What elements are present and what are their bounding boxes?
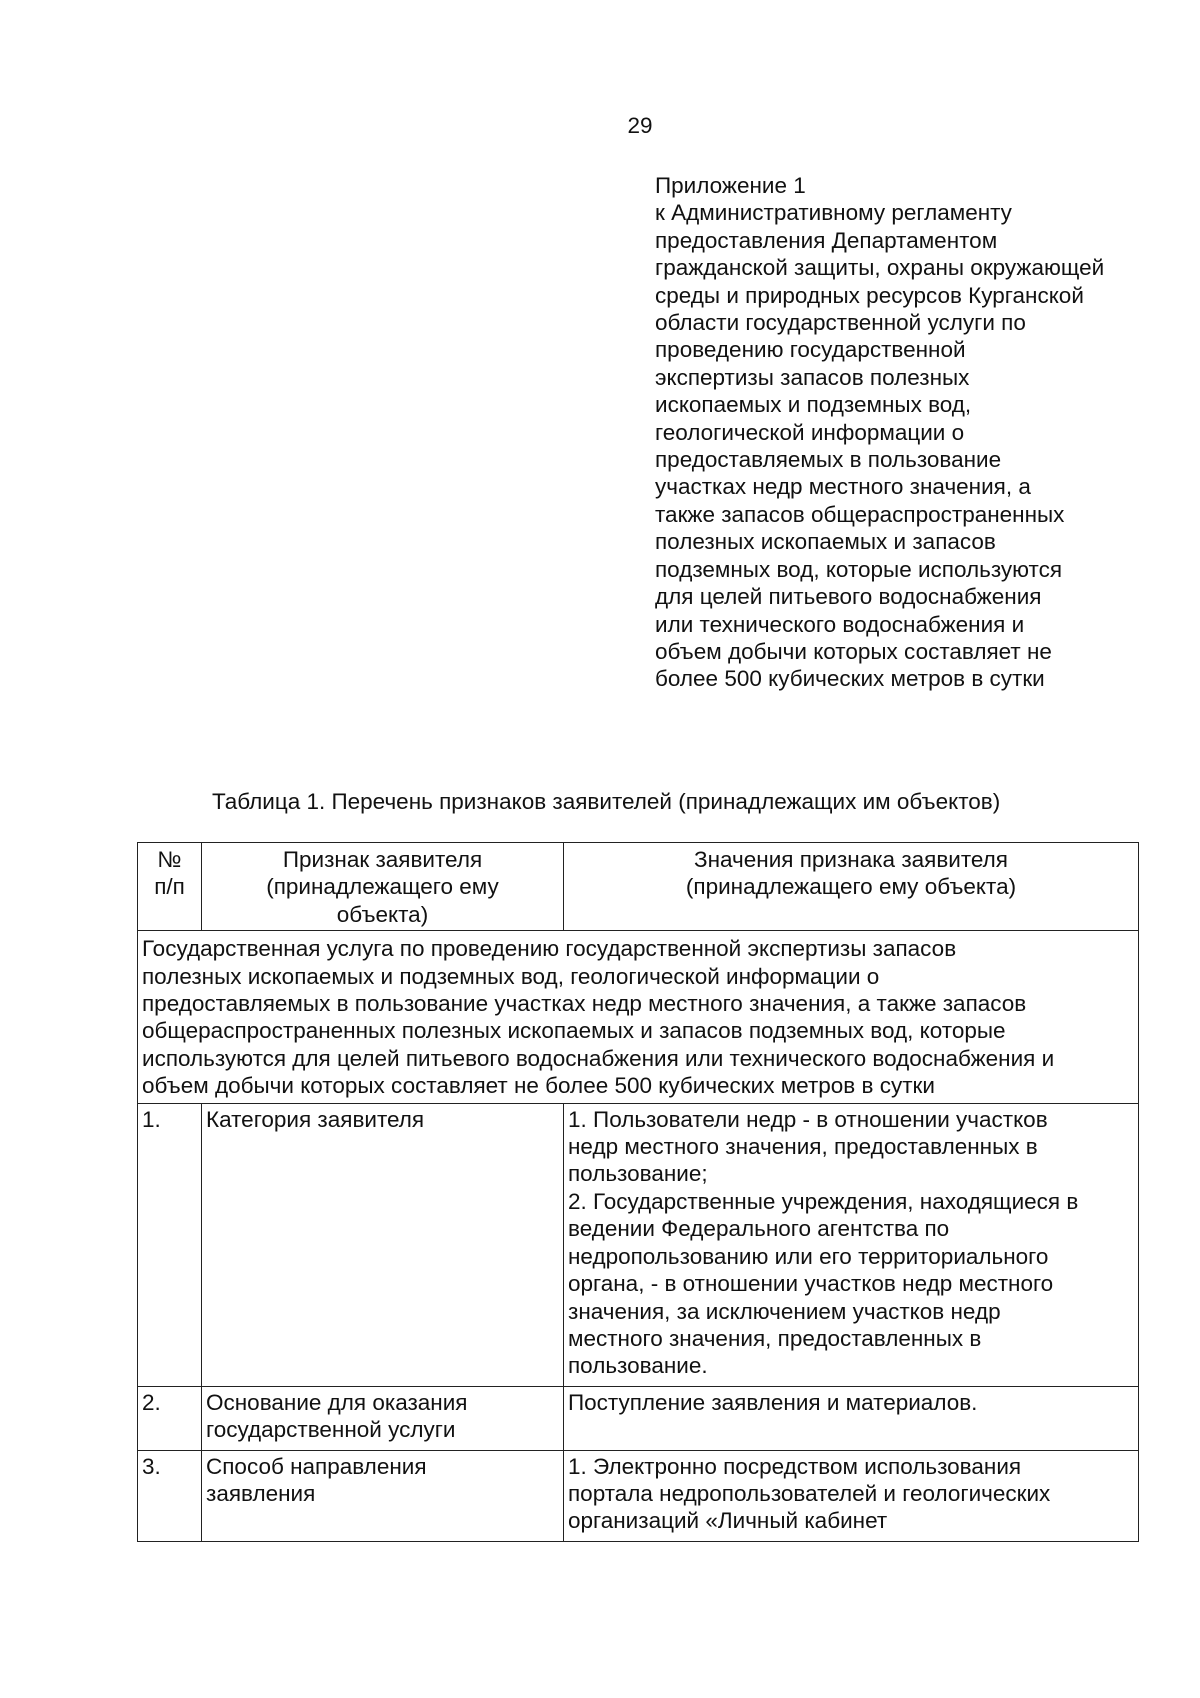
header-feature: Признак заявителя (принадлежащего ему объекта) <box>202 843 564 931</box>
table-header-row <box>138 843 1139 931</box>
row-feature: Категория заявителя <box>202 1103 564 1386</box>
table-row <box>138 1386 1139 1450</box>
header-values: Значения признака заявителя (принадлежащего ему объекта) <box>564 843 1139 931</box>
page-number: 29 <box>627 113 653 138</box>
row-values: 1. Электронно посредством использования портала недропользователей и геологических организаций «Личный кабинет <box>564 1450 1139 1541</box>
table-row <box>138 1450 1139 1541</box>
table-row <box>138 1103 1139 1386</box>
service-description-row <box>138 931 1139 1103</box>
applicant-features-table <box>137 842 1139 1542</box>
table-caption: Таблица 1. Перечень признаков заявителей (принадлежащих им объектов) <box>212 789 1001 814</box>
row-feature: Основание для оказания государственной услуги <box>202 1386 564 1450</box>
row-num: 1. <box>138 1103 202 1386</box>
row-num: 2. <box>138 1386 202 1450</box>
appendix-note: Приложение 1 к Административному регламенту предоставления Департаментом гражданской защиты, охраны окружающей среды и природных ресурсов Курганской области государственной услуги по проведению государственной экспертизы запасов полезных ископаемых и подземных вод, геологической информации о предоставляемых в пользование участках недр местного значения, а также запасов общераспространенных полезных ископаемых и запасов подземных вод, которые используются для целей питьевого водоснабжения или технического водоснабжения и объем добычи которых составляет не более 500 кубических метров в сутки <box>655 173 1105 692</box>
header-num: № п/п <box>138 843 202 931</box>
row-num: 3. <box>138 1450 202 1541</box>
row-values: 1. Пользователи недр - в отношении участков недр местного значения, предоставленных в пользование; 2. Государственные учреждения, находящиеся в ведении Федерального агентства по недропользованию или его территориального органа, - в отношении участков недр местного значения, за исключением участков недр местного значения, предоставленных в пользование. <box>564 1103 1139 1386</box>
service-description: Государственная услуга по проведению государственной экспертизы запасов полезных ископаемых и подземных вод, геологической информации о предоставляемых в пользование участках недр местного значения, а также запасов общераспространенных полезных ископаемых и запасов подземных вод, которые используются для целей питьевого водоснабжения или технического водоснабжения и объем добычи которых составляет не более 500 кубических метров в сутки <box>138 931 1139 1103</box>
row-feature: Способ направления заявления <box>202 1450 564 1541</box>
row-values: Поступление заявления и материалов. <box>564 1386 1139 1450</box>
